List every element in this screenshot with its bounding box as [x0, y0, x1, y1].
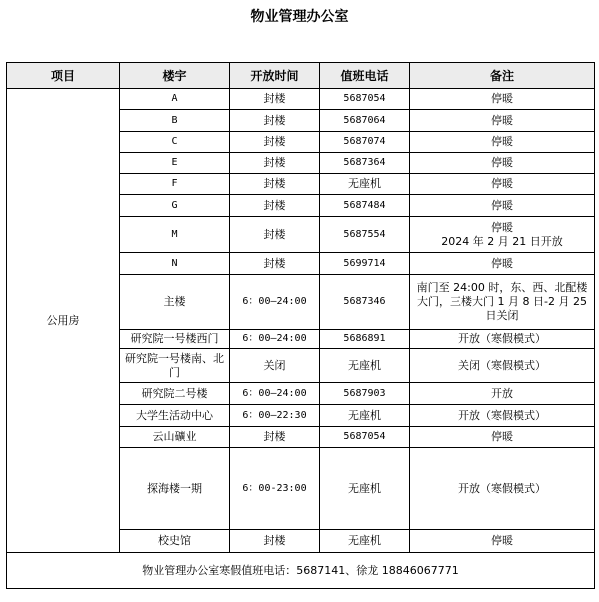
phone-cell: 无座机: [320, 349, 410, 383]
header-hours: 开放时间: [230, 63, 320, 89]
note-cell: 停暖: [410, 530, 595, 553]
phone-cell: 无座机: [320, 405, 410, 427]
building-cell: B: [120, 110, 230, 132]
header-row: [7, 63, 595, 89]
note-cell: 开放（寒假模式）: [410, 448, 595, 530]
phone-cell: 无座机: [320, 174, 410, 195]
building-cell: A: [120, 89, 230, 110]
footer-row: [7, 553, 595, 589]
building-cell: 探海楼一期: [120, 448, 230, 530]
phone-cell: 无座机: [320, 448, 410, 530]
note-cell: 南门至 24:00 时，东、西、北配楼大门，三楼大门 1 月 8 日-2 月 25 日关闭: [410, 275, 595, 330]
header-phone: 值班电话: [320, 63, 410, 89]
hours-cell: 封楼: [230, 153, 320, 174]
phone-cell: 5687554: [320, 217, 410, 253]
note-cell: 开放（寒假模式）: [410, 330, 595, 349]
page-title: 物业管理办公室: [250, 9, 349, 25]
phone-cell: 5687074: [320, 132, 410, 153]
phone-cell: 5686891: [320, 330, 410, 349]
note-cell: 停暖: [410, 253, 595, 275]
header-project: 项目: [7, 63, 120, 89]
hours-cell: 关闭: [230, 349, 320, 383]
phone-cell: 5687364: [320, 153, 410, 174]
hours-cell: 封楼: [230, 132, 320, 153]
category-cell: 公用房: [7, 89, 120, 553]
note-cell: 停暖: [410, 427, 595, 448]
building-cell: F: [120, 174, 230, 195]
hours-cell: 封楼: [230, 110, 320, 132]
table-row: [7, 89, 595, 110]
note-cell: [410, 217, 595, 253]
hours-cell: 封楼: [230, 89, 320, 110]
phone-cell: 5687054: [320, 427, 410, 448]
header-note: 备注: [410, 63, 595, 89]
hours-cell: 6：00—24:00: [230, 330, 320, 349]
phone-cell: 5687064: [320, 110, 410, 132]
building-cell: 研究院二号楼: [120, 383, 230, 405]
phone-cell: 5687484: [320, 195, 410, 217]
building-cell: M: [120, 217, 230, 253]
note-cell: 停暖: [410, 174, 595, 195]
hours-cell: 6：00—22:30: [230, 405, 320, 427]
building-cell: 研究院一号楼南、北门: [120, 349, 230, 383]
phone-cell: 5687903: [320, 383, 410, 405]
hours-cell: 封楼: [230, 217, 320, 253]
hours-cell: 6：00-23:00: [230, 448, 320, 530]
building-cell: E: [120, 153, 230, 174]
phone-cell: 5687054: [320, 89, 410, 110]
note-cell: 停暖: [410, 110, 595, 132]
hours-cell: 6：00—24:00: [230, 383, 320, 405]
note-line: 停暖: [491, 220, 513, 234]
building-cell: 大学生活动中心: [120, 405, 230, 427]
note-line: 2024 年 2 月 21 日开放: [441, 234, 563, 248]
note-cell: 停暖: [410, 195, 595, 217]
phone-cell: 5687346: [320, 275, 410, 330]
building-cell: N: [120, 253, 230, 275]
building-cell: C: [120, 132, 230, 153]
building-cell: G: [120, 195, 230, 217]
hours-cell: 封楼: [230, 427, 320, 448]
hours-cell: 封楼: [230, 195, 320, 217]
building-cell: 主楼: [120, 275, 230, 330]
duty-phone-footer: [7, 553, 595, 589]
building-cell: 云山礦业: [120, 427, 230, 448]
footer-text: 物业管理办公室寒假值班电话：5687141、徐龙 18846067771: [142, 563, 459, 577]
note-cell: 开放: [410, 383, 595, 405]
note-cell: 停暖: [410, 153, 595, 174]
header-building: 楼宇: [120, 63, 230, 89]
schedule-table: [6, 62, 595, 589]
note-cell: 开放（寒假模式）: [410, 405, 595, 427]
hours-cell: 封楼: [230, 174, 320, 195]
phone-cell: 5699714: [320, 253, 410, 275]
hours-cell: 6：00—24:00: [230, 275, 320, 330]
note-cell: 停暖: [410, 132, 595, 153]
hours-cell: 封楼: [230, 530, 320, 553]
phone-cell: 无座机: [320, 530, 410, 553]
hours-cell: 封楼: [230, 253, 320, 275]
building-cell: 研究院一号楼西门: [120, 330, 230, 349]
building-cell: 校史馆: [120, 530, 230, 553]
note-cell: 停暖: [410, 89, 595, 110]
note-cell: 关闭（寒假模式）: [410, 349, 595, 383]
